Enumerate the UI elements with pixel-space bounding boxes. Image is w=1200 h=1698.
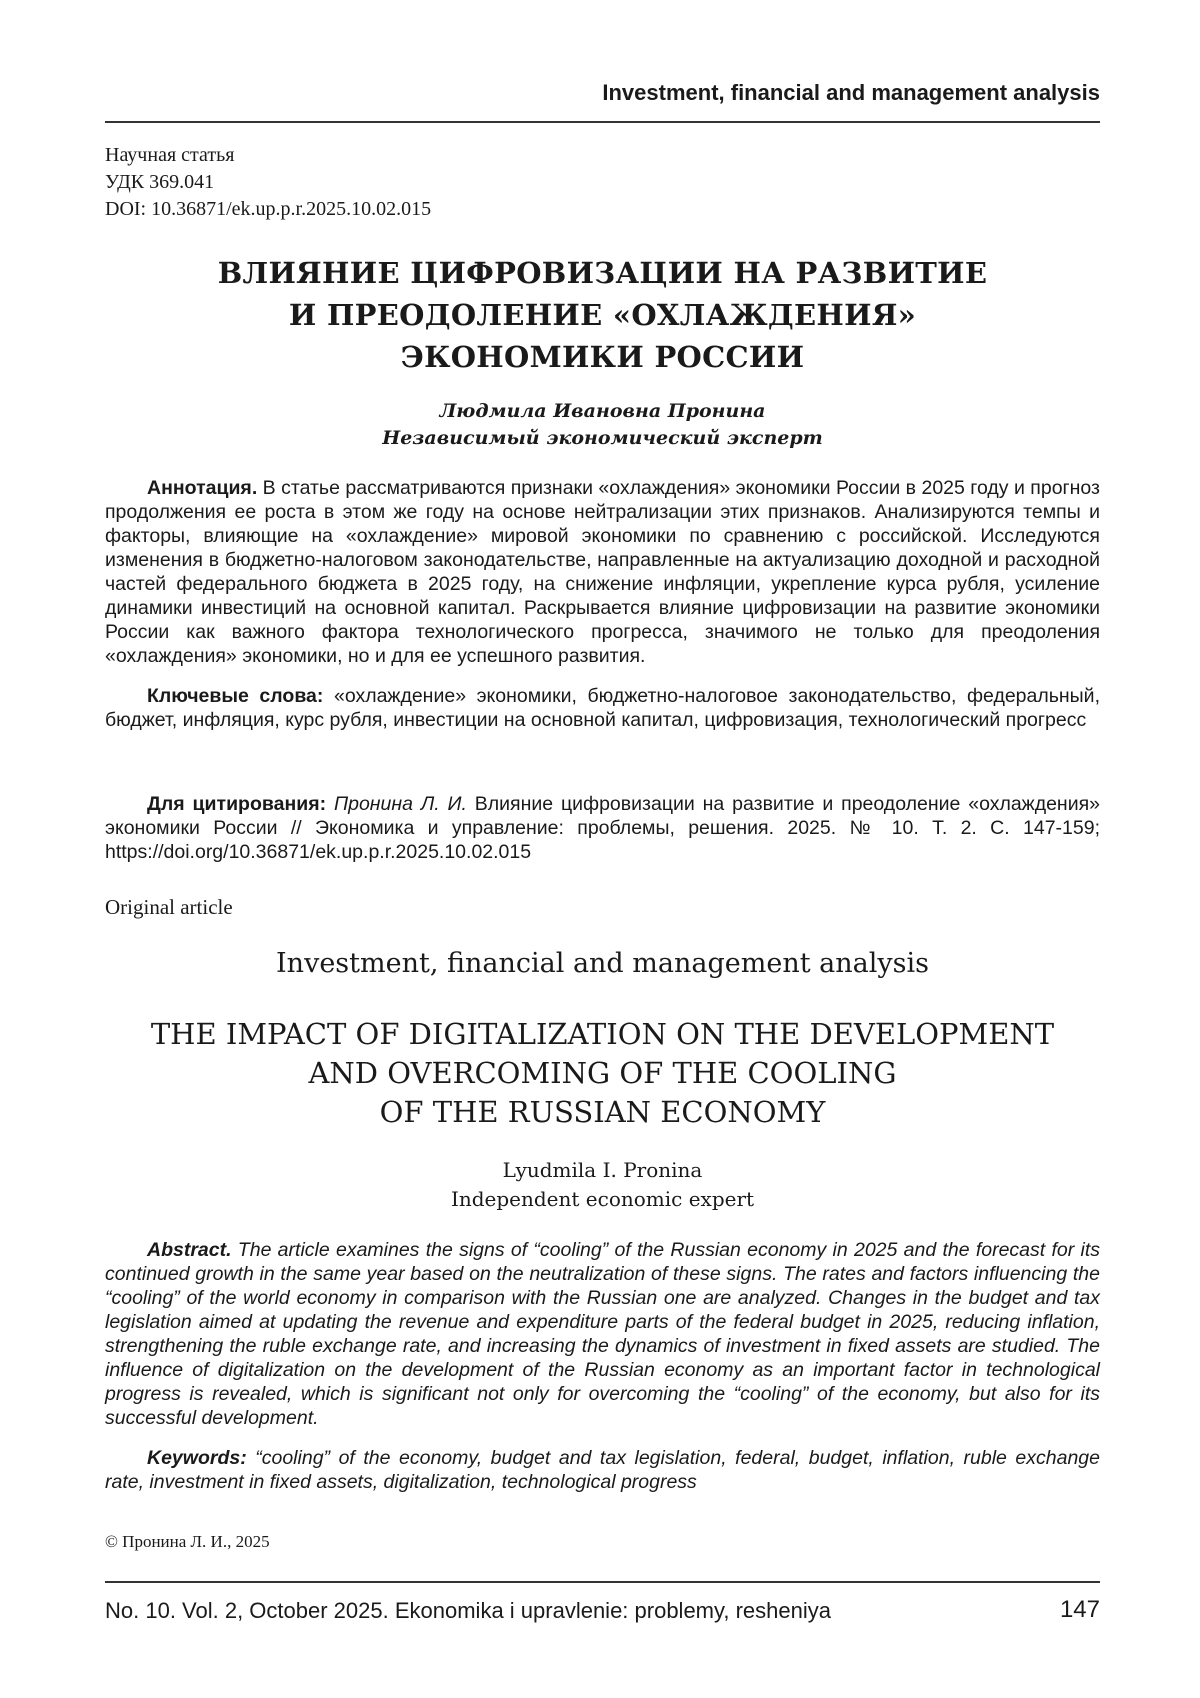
ru-abstract-label: Аннотация.	[147, 477, 257, 499]
en-abstract-text: The article examines the signs of “cooling” of the Russian economy in 2025 and the forecast for its continued growth in the same year based on the neutralization of these signs. The rates and factors influencing the “cooling” of the world economy in comparison with the Russian one are analyzed. Changes in the budget and tax legislation aimed at updating the revenue and expenditure parts of the federal budget in 2025, reducing inflation, strengthening the ruble exchange rate, and increasing the dynamics of investment in fixed assets are studied. The influence of digitalization on the development of the Russian economy as an important factor in technological progress is revealed, which is significant not only for overcoming the “cooling” of the economy, but also for its successful development.	[105, 1239, 1100, 1429]
ru-title-line: ЭКОНОМИКИ РОССИИ	[105, 336, 1100, 378]
ru-citation-label: Для цитирования:	[147, 793, 326, 815]
en-keywords-text: “cooling” of the economy, budget and tax legislation, federal, budget, inflation, ruble exchange rate, investment in fixed assets, digitalization, technological progress	[105, 1447, 1100, 1493]
ru-abstract-text: В статье рассматриваются признаки «охлаждения» экономики России в 2025 году и прогноз продолжения ее роста в этом же году на основе нейтрализации этих признаков. Анализируются темпы и факторы, влияющие на «охлаждение» мировой экономики по сравнению с российской. Исследуются изменения в бюджетно-налоговом законодательстве, направленные на актуализацию доходной и расходной частей федерального бюджета в 2025 году, на снижение инфляции, укрепление курса рубля, усиление динамики инвестиций на основной капитал. Раскрывается влияние цифровизации на развитие экономики России как важного фактора технологического прогресса, значимого не только для преодоления «охлаждения» экономики, но и для ее успешного развития.	[105, 477, 1100, 667]
ru-author-block	[105, 398, 1100, 452]
ru-citation-text: Влияние цифровизации на развитие и преодоление «охлаждения» экономики России // Экономика и управление: проблемы, решения. 2025. № 10. Т. 2. С. 147-159; https://doi.org/10.36871/ek.up.p.r.2025.10.02.015	[105, 793, 1100, 863]
en-keywords-label: Keywords:	[147, 1447, 247, 1469]
doi: DOI: 10.36871/ek.up.p.r.2025.10.02.015	[105, 196, 431, 223]
en-title-line: AND OVERCOMING OF THE COOLING	[105, 1054, 1100, 1093]
ru-keywords	[105, 684, 1100, 732]
en-article-type: Original article	[105, 895, 233, 920]
en-abstract-label: Abstract.	[147, 1239, 232, 1261]
en-title	[105, 1015, 1100, 1132]
en-section-title: Investment, financial and management analysis	[105, 948, 1100, 979]
ru-title-line: И ПРЕОДОЛЕНИЕ «ОХЛАЖДЕНИЯ»	[105, 294, 1100, 336]
article-type: Научная статья	[105, 142, 431, 169]
en-affiliation: Independent economic expert	[105, 1185, 1100, 1214]
ru-abstract	[105, 476, 1100, 668]
en-keywords	[105, 1446, 1100, 1494]
article-meta	[105, 142, 431, 223]
en-title-line: THE IMPACT OF DIGITALIZATION ON THE DEVELOPMENT	[105, 1015, 1100, 1054]
paper-page	[0, 0, 1200, 1698]
en-abstract	[105, 1238, 1100, 1430]
ru-keywords-label: Ключевые слова:	[147, 685, 323, 707]
ru-affiliation: Независимый экономический эксперт	[105, 425, 1100, 452]
header-rule	[105, 121, 1100, 123]
copyright: © Пронина Л. И., 2025	[105, 1532, 270, 1552]
ru-author-name: Людмила Ивановна Пронина	[105, 398, 1100, 425]
footer-rule	[105, 1581, 1100, 1583]
ru-citation-author: Пронина Л. И.	[326, 793, 467, 815]
en-title-line: OF THE RUSSIAN ECONOMY	[105, 1093, 1100, 1132]
udc-code: УДК 369.041	[105, 169, 431, 196]
en-author-name: Lyudmila I. Pronina	[105, 1156, 1100, 1185]
ru-citation	[105, 792, 1100, 864]
journal-footer: No. 10. Vol. 2, October 2025. Ekonomika i upravlenie: problemy, resheniya	[105, 1598, 831, 1624]
ru-title-line: ВЛИЯНИЕ ЦИФРОВИЗАЦИИ НА РАЗВИТИЕ	[105, 252, 1100, 294]
ru-keywords-text: «охлаждение» экономики, бюджетно-налоговое законодательство, федеральный, бюджет, инфляция, курс рубля, инвестиции на основной капитал, цифровизация, технологический прогресс	[105, 685, 1100, 731]
en-author-block	[105, 1156, 1100, 1214]
ru-title	[105, 252, 1100, 378]
page-number: 147	[1060, 1596, 1100, 1624]
running-head: Investment, financial and management analysis	[105, 80, 1100, 106]
